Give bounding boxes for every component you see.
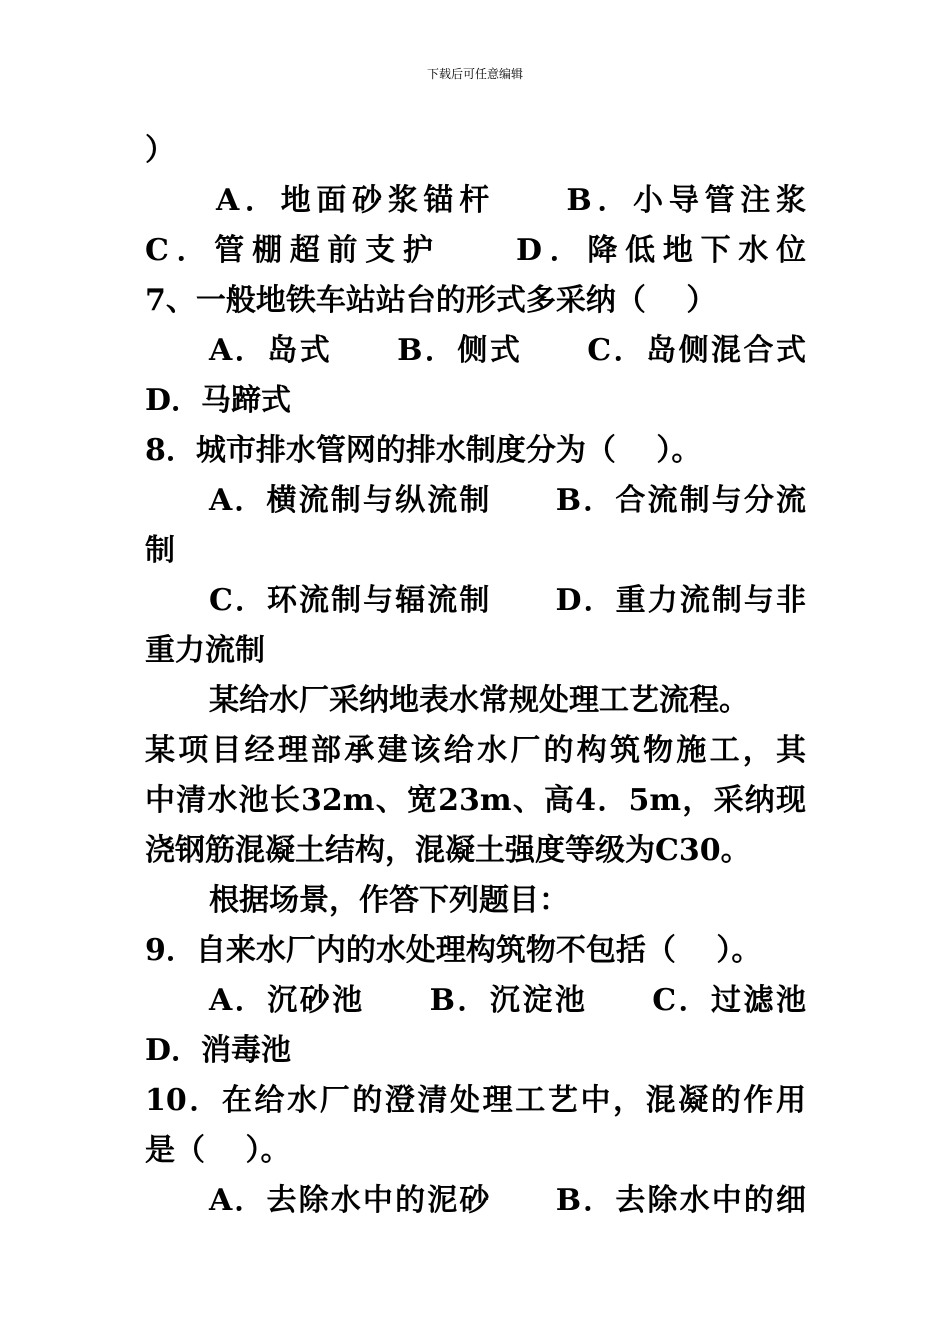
option-line: 重力流制 xyxy=(145,633,265,668)
scenario-paragraph: 中清水池长32m、宽23m、高4．5m，采纳现 xyxy=(145,783,806,818)
option-line: A．横流制与纵流制 B．合流制与分流 xyxy=(209,483,806,518)
question-7: 7、一般地铁车站站台的形式多采纳（ ） xyxy=(145,283,717,318)
question-10: 10．在给水厂的澄清处理工艺中，混凝的作用 xyxy=(145,1083,806,1118)
option-line: D．马蹄式 xyxy=(145,383,292,418)
option-line: 制 xyxy=(145,533,175,568)
scenario-paragraph: 某给水厂采纳地表水常规处理工艺流程。 xyxy=(209,683,749,718)
scenario-paragraph: 某项目经理部承建该给水厂的构筑物施工，其 xyxy=(145,733,806,768)
option-line: C．管棚超前支护 D．降低地下水位 xyxy=(145,233,806,268)
option-line: A．去除水中的泥砂 B．去除水中的细 xyxy=(209,1183,806,1218)
document-body xyxy=(145,126,806,1226)
option-line: C．环流制与辐流制 D．重力流制与非 xyxy=(209,583,806,618)
option-line: D．消毒池 xyxy=(145,1033,292,1068)
scenario-paragraph: 浇钢筋混凝土结构，混凝土强度等级为C30。 xyxy=(145,833,751,868)
page-header: 下载后可任意编辑 xyxy=(426,67,523,81)
option-line: A．沉砂池 B．沉淀池 C．过滤池 xyxy=(209,983,806,1018)
option-line: A．地面砂浆锚杆 B．小导管注浆 xyxy=(216,183,806,218)
option-line: A．岛式 B．侧式 C．岛侧混合式 xyxy=(209,333,806,368)
question-9: 9．自来水厂内的水处理构筑物不包括（ ）。 xyxy=(145,933,762,968)
instruction-line: 根据场景，作答下列题目： xyxy=(209,883,569,918)
text-line: ） xyxy=(145,133,175,168)
question-10-cont: 是（ ）。 xyxy=(145,1133,291,1168)
question-8: 8．城市排水管网的排水制度分为（ ）。 xyxy=(145,433,702,468)
